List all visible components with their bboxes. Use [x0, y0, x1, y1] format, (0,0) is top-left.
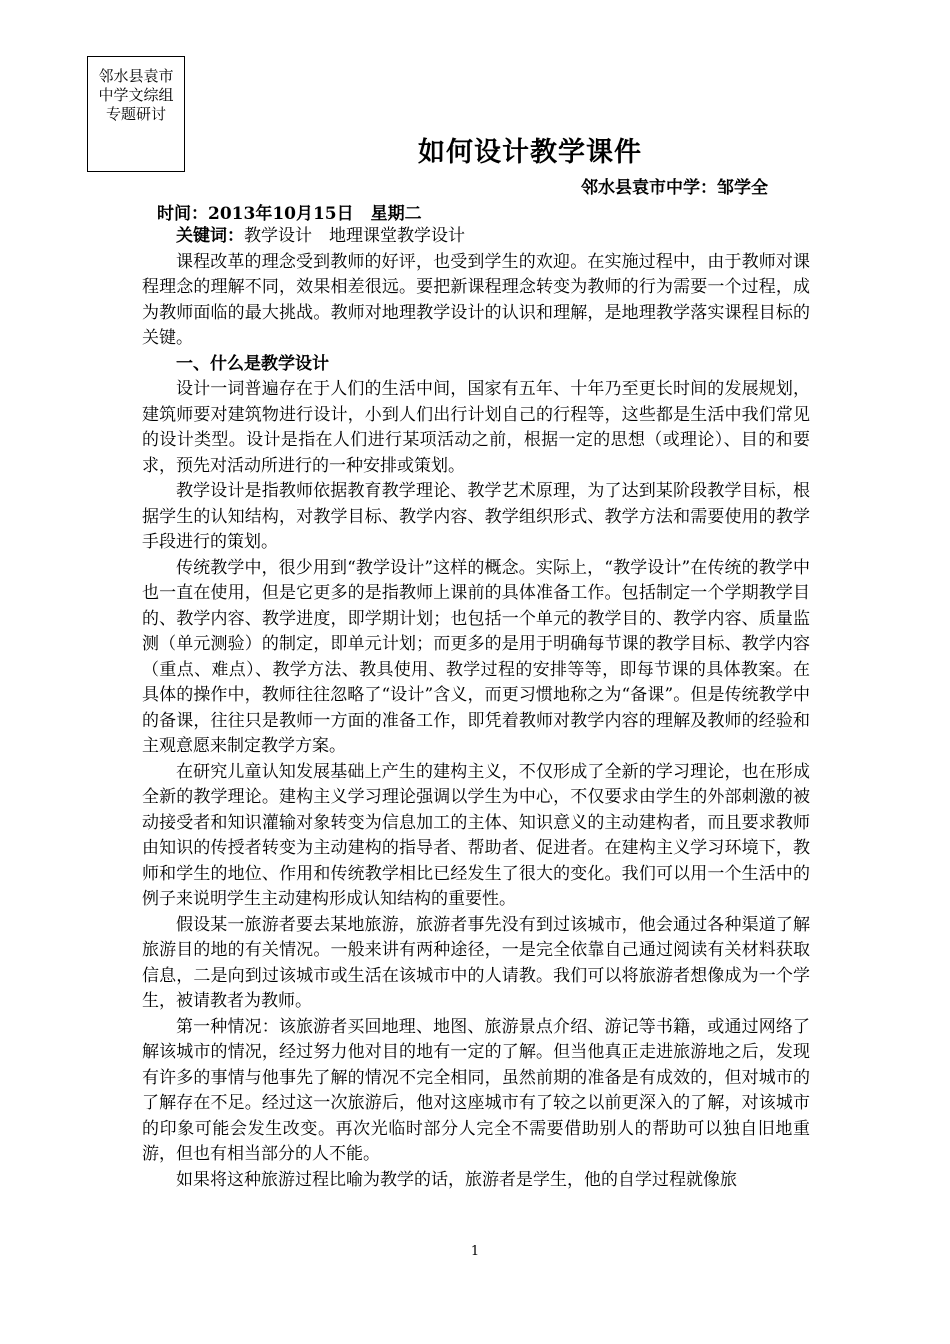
paragraph: 教学设计是指教师依据教育教学理论、教学艺术原理，为了达到某阶段教学目标，根据学生的认知结构，对教学目标、教学内容、教学组织形式、教学方法和需要使用的教学手段进行的策划。: [142, 481, 810, 552]
author-line: 邻水县袁市中学：邹学全: [581, 178, 768, 198]
page-number: 1: [470, 1244, 480, 1259]
keywords-label: 关键词：: [176, 226, 244, 246]
keywords-text: 教学设计 地理课堂教学设计: [244, 226, 465, 246]
paragraph: 假设某一旅游者要去某地旅游，旅游者事先没有到过该城市，他会通过各种渠道了解旅游目的地的有关情况。一般来讲有两种途径，一是完全依靠自己通过阅读有关材料获取信息，二是向到过该城市或生活在该城市中的人请教。我们可以将旅游者想像成为一个学生，被请教者为教师。: [142, 914, 810, 1011]
paragraph: 第一种情况：该旅游者买回地理、地图、旅游景点介绍、游记等书籍，或通过网络了解该城市的情况，经过努力他对目的地有一定的了解。但当他真正走进旅游地之后，发现有许多的事情与他事先了解的情况不完全相同，虽然前期的准备是有成效的，但对城市的了解存在不足。经过这一次旅游后，他对这座城市有了较之以前更深入的了解，对该城市的印象可能会发生改变。再次光临时部分人完全不需要借助别人的帮助可以独自旧地重游，但也有相当部分的人不能。: [142, 1016, 810, 1164]
paragraph: 传统教学中，很少用到“教学设计”这样的概念。实际上，“教学设计”在传统的教学中也一直在使用，但是它更多的是指教师上课前的具体准备工作。包括制定一个学期教学目的、教学内容、教学进度，即学期计划；也包括一个单元的教学目的、教学内容、质量监测（单元测验）的制定，即单元计划；而更多的是用于明确每节课的教学目标、教学内容（重点、难点）、教学方法、教具使用、教学过程的安排等等，即每节课的具体教案。在具体的操作中，教师往往忽略了“设计”含义，而更习惯地称之为“备课”。但是传统教学中的备课，往往只是教师一方面的准备工作，即凭着教师对教学内容的理解及教师的经验和主观意愿来制定教学方案。: [142, 557, 810, 756]
paragraph: 在研究儿童认知发展基础上产生的建构主义，不仅形成了全新的学习理论，也在形成全新的教学理论。建构主义学习理论强调以学生为中心，不仅要求由学生的外部刺激的被动接受者和知识灌输对象转变为信息加工的主体、知识意义的主动建构者，而且要求教师由知识的传授者转变为主动建构的指导者、帮助者、促进者。在建构主义学习环境下，教师和学生的地位、作用和传统教学相比已经发生了很大的变化。我们可以用一个生活中的例子来说明学生主动建构形成认知结构的重要性。: [142, 761, 810, 909]
date-line: 时间：2013年10月15日 星期二: [157, 204, 422, 224]
document-body: [142, 224, 810, 1193]
seal-text: 邻水县袁市中学文综组专题研讨: [98, 67, 174, 123]
paragraph: 如果将这种旅游过程比喻为教学的话，旅游者是学生，他的自学过程就像旅: [176, 1169, 737, 1190]
paragraph: 设计一词普遍存在于人们的生活中间，国家有五年、十年乃至更长时间的发展规划，建筑师要对建筑物进行设计，小到人们出行计划自己的行程等，这些都是生活中我们常见的设计类型。设计是指在人们进行某项活动之前，根据一定的思想（或理论）、目的和要求，预先对活动所进行的一种安排或策划。: [142, 379, 810, 476]
document-title: 如何设计教学课件: [418, 137, 642, 168]
keywords-line: [142, 224, 810, 250]
section-heading: 一、什么是教学设计: [176, 353, 329, 374]
paragraph-intro: 课程改革的理念受到教师的好评，也受到学生的欢迎。在实施过程中，由于教师对课程理念的理解不同，效果相差很远。要把新课程理念转变为教师的行为需要一个过程，成为教师面临的最大挑战。教师对地理教学设计的认识和理解，是地理教学落实课程目标的关键。: [142, 251, 810, 348]
